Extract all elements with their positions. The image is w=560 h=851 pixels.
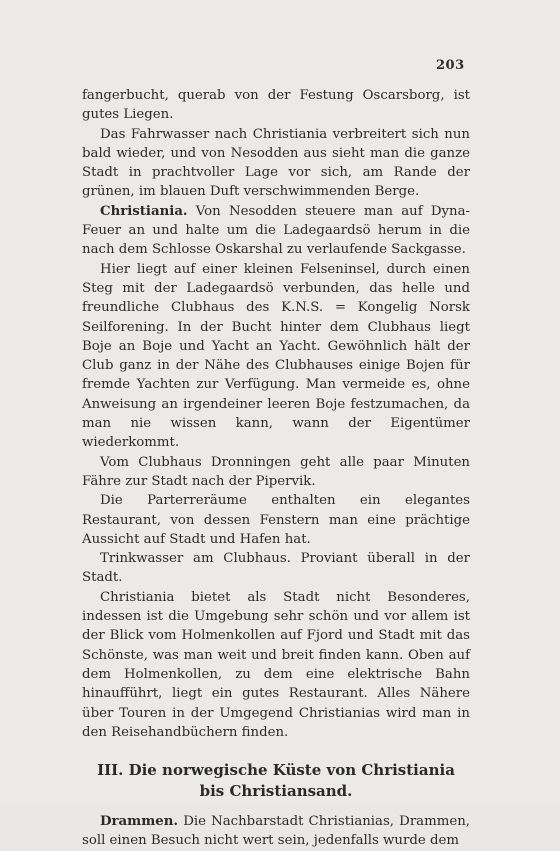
paragraph-lead: Drammen.: [100, 814, 179, 830]
paragraph-text: Hier liegt auf einer kleinen Felseninsel, durch einen Steg mit der Ladegaardsö verbunden, das helle und freundliche Clubhaus des K.N.S. = Kongelig Norsk Seilforening. In der Bucht hinter dem Clubhaus liegt Boje an Boje und Yacht an Yacht. Gewöhnlich hält der Club ganz in der Nähe des Clubhauses einige Bojen für fremde Yachten zur Verfügung. Man vermeide es, ohne Anweisung an irgendeiner leeren Boje festzumachen, da man nie wissen kann, wann der Eigentümer wiederkommt.: [82, 261, 470, 451]
paragraph: [82, 491, 470, 549]
paragraph-text: Vom Clubhaus Dronningen geht alle paar Minuten Fähre zur Stadt nach der Pipervik.: [82, 454, 470, 489]
paragraph-text: Christiania bietet als Stadt nicht Besonderes, indessen ist die Umgebung sehr schön und vor allem ist der Blick vom Holmenkollen auf Fjord und Stadt mit das Schönste, was man weit und breit finden kann. Oben auf dem Holmenkollen, zu dem eine elektrische Bahn hinaufführt, liegt ein gutes Restaurant. Alles Nähere über Touren in der Umgegend Christianias wird man in den Reisehandbüchern finden.: [82, 589, 470, 740]
paragraph-text: Trinkwasser am Clubhaus. Proviant überall in der Stadt.: [82, 551, 470, 586]
section-heading: [82, 760, 470, 802]
paragraph: [82, 453, 470, 492]
paragraph-drammen: [82, 812, 470, 851]
page-number: 203: [436, 58, 465, 73]
paragraph-lead: Christiania.: [100, 203, 188, 219]
paragraph-text: Die Nachbarstadt Christianias, Drammen, soll einen Besuch nicht wert sein, jedenfalls wurde dem: [82, 814, 470, 849]
paragraph-text: Die Parterreräume enthalten ein elegantes Restaurant, von dessen Fenstern man eine prächtige Aussicht auf Stadt und Hafen hat.: [82, 493, 470, 547]
paragraph: [82, 549, 470, 588]
paragraph-text: Von Nesodden steuere man auf Dyna-Feuer an und halte um die Ladegaardsö herum in die nach dem Schlosse Oskarshal zu verlaufende Sackgasse.: [82, 203, 470, 258]
section-heading-line-1: III. Die norwegische Küste von Christiania: [97, 761, 455, 780]
paragraph: [82, 202, 470, 260]
paragraph-list: [82, 86, 470, 742]
body-text: [82, 86, 470, 851]
paragraph: [82, 125, 470, 202]
paragraph-text: fangerbucht, querab von der Festung Oscarsborg, ist gutes Liegen.: [82, 88, 470, 123]
paragraph: [82, 260, 470, 453]
paragraph: [82, 86, 470, 125]
section-heading-line-2: bis Christiansand.: [199, 782, 353, 801]
paragraph: [82, 588, 470, 742]
paragraph-text: Das Fahrwasser nach Christiania verbreitert sich nun bald wieder, und von Nesodden aus sieht man die ganze Stadt in prachtvoller Lage vor sich, am Rande der grünen, im blauen Duft verschwimmenden Berge.: [82, 126, 470, 200]
